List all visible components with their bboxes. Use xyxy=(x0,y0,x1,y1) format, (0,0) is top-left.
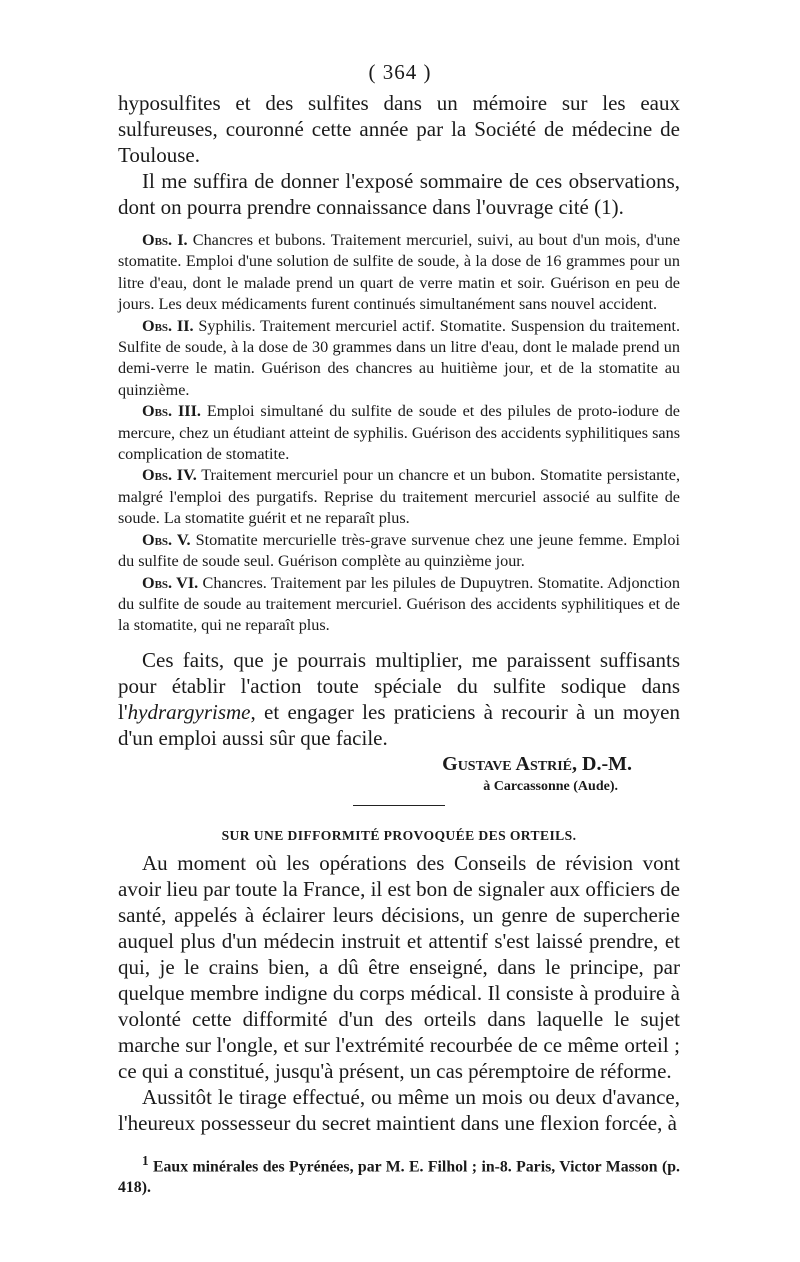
author-name: Gustave Astrié, D.-M. xyxy=(442,752,632,775)
observation-label: Obs. II. xyxy=(142,316,194,335)
author-place: à Carcassonne (Aude). xyxy=(483,778,618,794)
observation-label: Obs. VI. xyxy=(142,573,199,592)
section-paragraph: Au moment où les opérations des Conseils de révision vont avoir lieu par toute la France, il est bon de signaler aux officiers de santé, appelés à éclairer leurs décisions, un genre de supercherie auquel plus d'un médecin instruit et attentif s'est laissé prendre, et qui, je le crains bien, a dû être enseigné, dans le principe, par quelque membre indigne du corps médical. Il consiste à produire à volonté cette difformité d'un des orteils dans laquelle le sujet marche sur l'ongle, et sur l'extrémité recourbée de ce même orteil ; ce qui a constitué, jusqu'à présent, un cas péremptoire de réforme. xyxy=(118,850,680,1083)
observation-label: Obs. IV. xyxy=(142,466,197,485)
observation-label: Obs. III. xyxy=(142,402,201,421)
intro-block xyxy=(118,90,680,220)
observation-text: Emploi simultané du sulfite de soude et des pilules de proto-iodure de mercure, chez un étudiant atteint de syphilis. Guérison des accidents syphilitiques sans complication de stomatite. xyxy=(118,402,680,464)
intro-paragraph: hyposulfites et des sulfites dans un mémoire sur les eaux sulfureuses, couronné cette année par la Société de médecine de Toulouse. xyxy=(118,91,680,167)
text-column xyxy=(118,90,680,1198)
observation-label: Obs. I. xyxy=(142,231,188,249)
conclusion-text: Ces faits, que je pourrais multiplier, me paraissent suffisants pour établir l'action toute spéciale du sulfite sodique dans l' xyxy=(118,647,680,724)
observation-2 xyxy=(118,316,680,402)
conclusion-text-end: , et engager les praticiens à recourir à un moyen d'un emploi aussi sûr que facile. xyxy=(118,699,680,750)
observation-text: Chancres. Traitement par les pilules de Dupuytren. Stomatite. Adjonction du sulfite de soude au traitement mercuriel. Guérison des accidents syphilitiques et de la stomatite, qui ne reparaît plus. xyxy=(118,573,680,635)
observation-3 xyxy=(118,401,680,465)
intro-paragraph: Il me suffira de donner l'exposé sommaire de ces observations, dont on pourra prendre connaissance dans l'ouvrage cité (1). xyxy=(118,169,680,219)
observation-text: Chancres et bubons. Traitement mercuriel, suivi, au bout d'un mois, d'une stomatite. Emploi d'une solution de sulfite de soude, à la dose de 16 grammes pour un litre d'eau, dont le malade prend un quart de verre matin et soir. Guérison en peu de jours. Les deux médicaments furent continués simultanément sans nouvel accident. xyxy=(118,231,681,314)
footnote-text: Eaux minérales des Pyrénées, par M. E. Filhol ; in-8. Paris, Victor Masson (p. 418). xyxy=(118,1157,680,1196)
observations-block xyxy=(118,230,680,637)
observation-label: Obs. V. xyxy=(142,530,191,549)
observation-6 xyxy=(118,573,680,637)
conclusion-italic-term: hydrargyrisme xyxy=(127,699,251,724)
conclusion-paragraph xyxy=(118,647,680,751)
observation-1 xyxy=(118,230,680,316)
signature-line xyxy=(118,751,680,777)
observation-5 xyxy=(118,530,680,573)
footnote-marker: 1 xyxy=(142,1152,149,1168)
section-paragraph: Aussitôt le tirage effectué, ou même un mois ou deux d'avance, l'heureux possesseur du secret maintient dans une flexion forcée, à xyxy=(118,1084,680,1135)
section-body xyxy=(118,850,680,1136)
section-divider xyxy=(353,805,445,806)
footnote xyxy=(118,1150,680,1198)
observation-4 xyxy=(118,465,680,529)
observation-text: Traitement mercuriel pour un chancre et un bubon. Stomatite persistante, malgré l'emploi des purgatifs. Reprise du traitement mercuriel associé au sulfite de soude. La stomatite guérit et ne reparaît plus. xyxy=(118,466,680,528)
observation-text: Stomatite mercurielle très-grave survenue chez une jeune femme. Emploi du sulfite de soude seul. Guérison complète au quinzième jour. xyxy=(118,530,680,571)
observation-text: Syphilis. Traitement mercuriel actif. Stomatite. Suspension du traitement. Sulfite de soude, à la dose de 30 grammes dans un litre d'eau, dont le malade prend un demi-verre le matin. Guérison des chancres au huitième jour, et de la stomatite au quinzième. xyxy=(118,316,680,399)
section-heading: SUR UNE DIFFORMITÉ PROVOQUÉE DES ORTEILS. xyxy=(221,827,577,843)
page-number: ( 364 ) xyxy=(368,60,432,84)
